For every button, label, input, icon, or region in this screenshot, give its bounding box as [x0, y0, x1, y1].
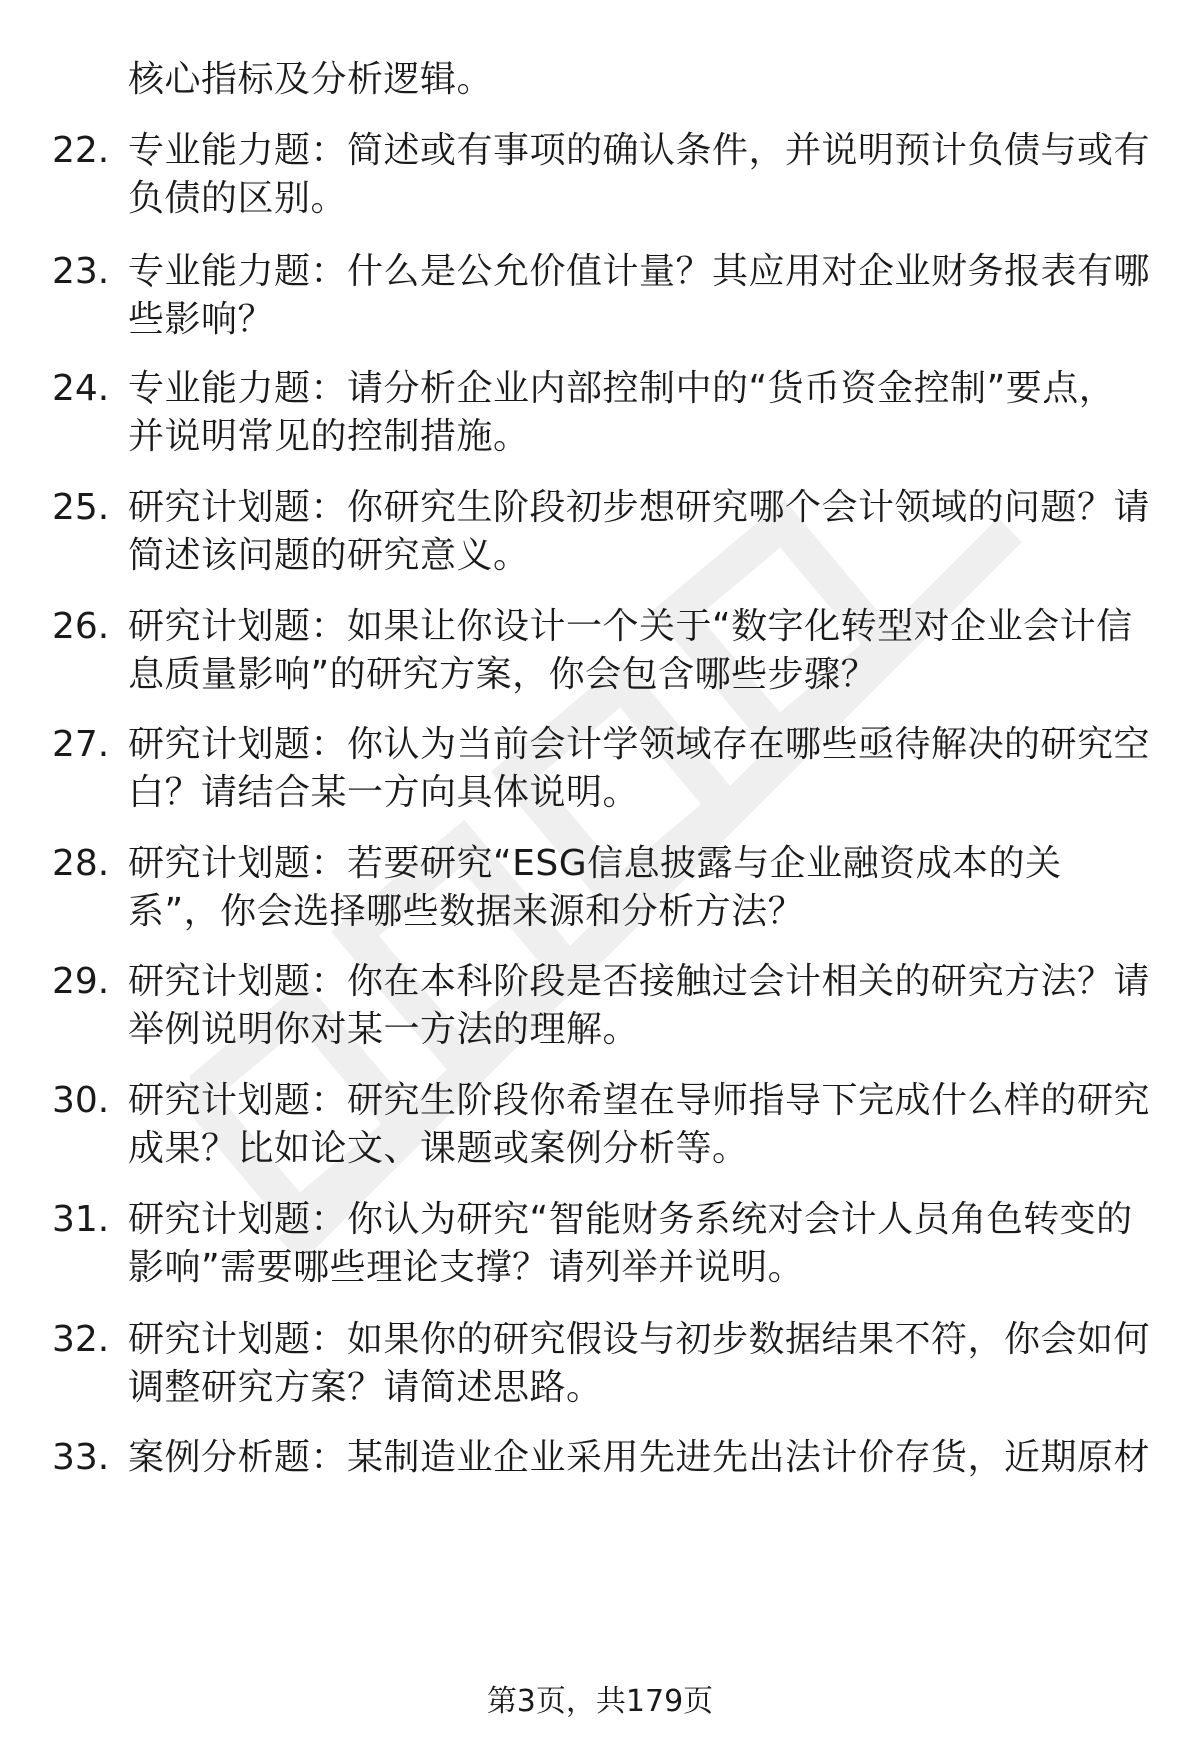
- item-text-line: 举例说明你对某一方法的理解。: [128, 1009, 640, 1050]
- item-text-line: 案例分析题：某制造业企业采用先进先出法计价存货，近期原材: [128, 1437, 1151, 1478]
- item-text-line: 研究计划题：你认为当前会计学领域存在哪些亟待解决的研究空: [128, 724, 1151, 765]
- item-text-line: 专业能力题：请分析企业内部控制中的“货币资金控制”要点，: [128, 368, 1116, 409]
- item-number: 26.: [52, 606, 110, 647]
- item-text-line: 并说明常见的控制措施。: [128, 416, 530, 457]
- item-text-line: 成果？比如论文、课题或案例分析等。: [128, 1128, 749, 1169]
- continuation-text: 核心指标及分析逻辑。: [128, 59, 494, 100]
- item-text-line: 专业能力题：简述或有事项的确认条件，并说明预计负债与或有: [128, 130, 1151, 171]
- item-number: 27.: [52, 724, 110, 765]
- item-text-line: 些影响？: [128, 299, 275, 340]
- item-text-line: 负债的区别。: [128, 178, 348, 219]
- item-text-line: 简述该问题的研究意义。: [128, 535, 530, 576]
- item-text-line: 研究计划题：你研究生阶段初步想研究哪个会计领域的问题？请: [128, 487, 1151, 528]
- page-footer: 第3页，共179页: [486, 1684, 714, 1719]
- item-text-line: 息质量影响”的研究方案，你会包含哪些步骤？: [128, 654, 878, 695]
- item-number: 22.: [52, 130, 110, 171]
- item-text-line: 研究计划题：如果你的研究假设与初步数据结果不符，你会如何: [128, 1319, 1151, 1360]
- item-text-line: 系”，你会选择哪些数据来源和分析方法？: [128, 891, 805, 932]
- item-number: 31.: [52, 1199, 110, 1240]
- item-text-line: 白？请结合某一方向具体说明。: [128, 772, 640, 813]
- item-text-line: 影响”需要哪些理论支撑？请列举并说明。: [128, 1247, 805, 1288]
- item-text-line: 研究计划题：研究生阶段你希望在导师指导下完成什么样的研究: [128, 1080, 1151, 1121]
- item-text-line: 调整研究方案？请简述思路。: [128, 1367, 603, 1408]
- item-number: 25.: [52, 487, 110, 528]
- item-number: 24.: [52, 368, 110, 409]
- item-text-line: 专业能力题：什么是公允价值计量？其应用对企业财务报表有哪: [128, 251, 1151, 292]
- item-text-line: 研究计划题：你认为研究“智能财务系统对会计人员角色转变的: [128, 1199, 1133, 1240]
- item-number: 30.: [52, 1080, 110, 1121]
- item-number: 29.: [52, 961, 110, 1002]
- item-number: 23.: [52, 251, 110, 292]
- item-text-line: 研究计划题：若要研究“ESG信息披露与企业融资成本的关: [128, 843, 1062, 884]
- item-number: 33.: [52, 1437, 110, 1478]
- item-text-line: 研究计划题：你在本科阶段是否接触过会计相关的研究方法？请: [128, 961, 1151, 1002]
- item-number: 28.: [52, 843, 110, 884]
- item-text-line: 研究计划题：如果让你设计一个关于“数字化转型对企业会计信: [128, 606, 1133, 647]
- item-number: 32.: [52, 1319, 110, 1360]
